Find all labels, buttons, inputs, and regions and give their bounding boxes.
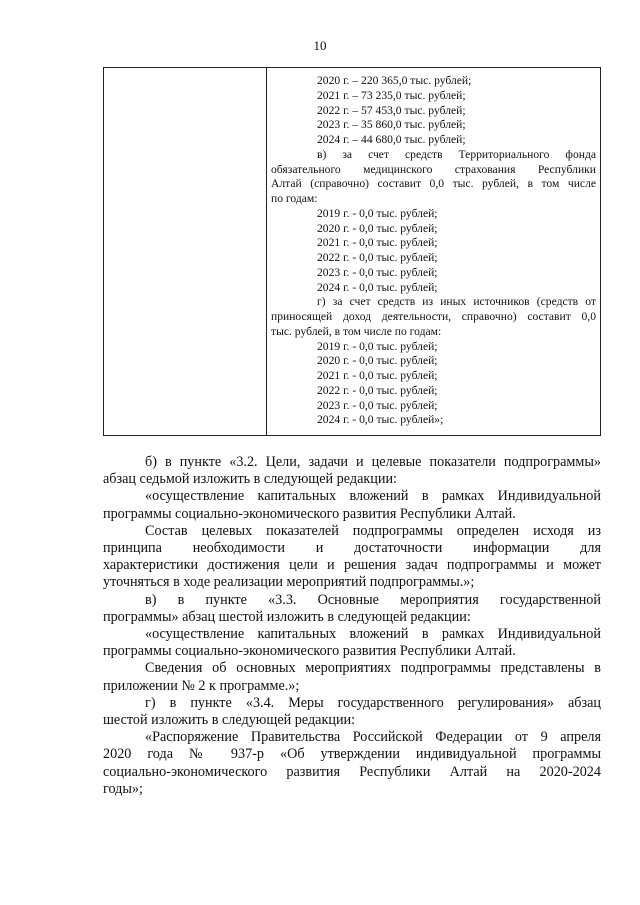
table-line: 2021 г. - 0,0 тыс. рублей; (317, 236, 438, 250)
paragraph-line: программы» абзац шестой изложить в следующей редакции: (103, 608, 471, 625)
paragraph (103, 729, 601, 798)
table-line: 2024 г. – 44 680,0 тыс. рублей; (317, 133, 466, 146)
paragraph (103, 523, 601, 592)
paragraph-line: «осуществление капитальных вложений в рамках Индивидуальной (145, 488, 601, 505)
paragraph-line: в) в пункте «3.3. Основные мероприятия государственной (145, 591, 601, 608)
paragraph-line: Сведения об основных мероприятиях подпрограммы представлены в (145, 660, 601, 677)
table-line: 2019 г. - 0,0 тыс. рублей; (317, 206, 438, 220)
page-number: 10 (313, 38, 327, 53)
amendment-text (103, 454, 601, 798)
table-line: 2023 г. - 0,0 тыс. рублей; (317, 398, 438, 412)
table-line: г) за счет средств из иных источников (средств от (317, 295, 596, 309)
table-line: 2023 г. - 0,0 тыс. рублей; (317, 265, 438, 279)
paragraph (103, 592, 601, 626)
table-right-cell (267, 68, 600, 435)
table-line: в) за счет средств Территориального фонда (317, 147, 596, 161)
paragraph-line: уточняться в ходе реализации мероприятий подпрограммы.»; (103, 574, 475, 591)
table-line: 2021 г. - 0,0 тыс. рублей; (317, 369, 438, 382)
paragraph-line: Состав целевых показателей подпрограммы определен исходя из (145, 522, 601, 539)
paragraph (103, 695, 601, 729)
continuation-table (103, 67, 601, 436)
table-left-cell (104, 68, 267, 435)
paragraph-line: характеристики достижения цели и решения задач подпрограммы и может (103, 557, 601, 574)
paragraph-line: программы социально-экономического развития Республики Алтай. (103, 505, 516, 522)
paragraph-line: шестой изложить в следующей редакции: (103, 712, 356, 729)
table-line: 2020 г. – 220 365,0 тыс. рублей; (317, 74, 472, 87)
paragraph-line: абзац седьмой изложить в следующей редакции: (103, 471, 398, 488)
table-line: 2020 г. - 0,0 тыс. рублей; (317, 221, 438, 235)
paragraph-line: принципа необходимости и достаточности информации для (103, 540, 601, 557)
table-line: по годам: (271, 192, 318, 205)
table-line: 2022 г. – 57 453,0 тыс. рублей; (317, 103, 466, 117)
table-line: обязательного медицинского страхования Республики (271, 162, 596, 176)
table-line: 2022 г. - 0,0 тыс. рублей; (317, 383, 438, 397)
paragraph (103, 626, 601, 660)
paragraph-line: социально-экономического развития Республики Алтай на 2020-2024 (103, 763, 601, 780)
table-line: Алтай (справочно) составит 0,0 тыс. рублей, в том числе (271, 177, 596, 191)
table-line: 2023 г. – 35 860,0 тыс. рублей; (317, 118, 466, 132)
table-line: 2022 г. - 0,0 тыс. рублей; (317, 251, 438, 264)
paragraph-line: программы социально-экономического развития Республики Алтай. (103, 643, 516, 660)
paragraph-line: годы»; (103, 780, 143, 797)
paragraph-line: 2020 года № 937-р «Об утверждении индивидуальной программы (103, 746, 601, 763)
paragraph-line: б) в пункте «3.2. Цели, задачи и целевые показатели подпрограммы» (145, 454, 601, 470)
paragraph (103, 660, 601, 694)
paragraph-line: приложении № 2 к программе.»; (103, 677, 300, 694)
paragraph-line: «Распоряжение Правительства Российской Федерации от 9 апреля (145, 729, 601, 746)
paragraph-line: «осуществление капитальных вложений в рамках Индивидуальной (145, 626, 601, 643)
table-line: 2024 г. - 0,0 тыс. рублей; (317, 280, 438, 294)
table-line: приносящей доход деятельности, справочно) составит 0,0 (271, 310, 596, 323)
paragraph-line: г) в пункте «3.4. Меры государственного регулирования» абзац (145, 694, 601, 711)
table-line: тыс. рублей, в том числе по годам: (271, 324, 442, 338)
table-line: 2019 г. - 0,0 тыс. рублей; (317, 339, 438, 353)
table-line: 2024 г. - 0,0 тыс. рублей»; (317, 413, 444, 427)
table-line: 2021 г. – 73 235,0 тыс. рублей; (317, 88, 466, 102)
paragraph (103, 454, 601, 488)
paragraph (103, 488, 601, 522)
table-line: 2020 г. - 0,0 тыс. рублей; (317, 354, 438, 368)
